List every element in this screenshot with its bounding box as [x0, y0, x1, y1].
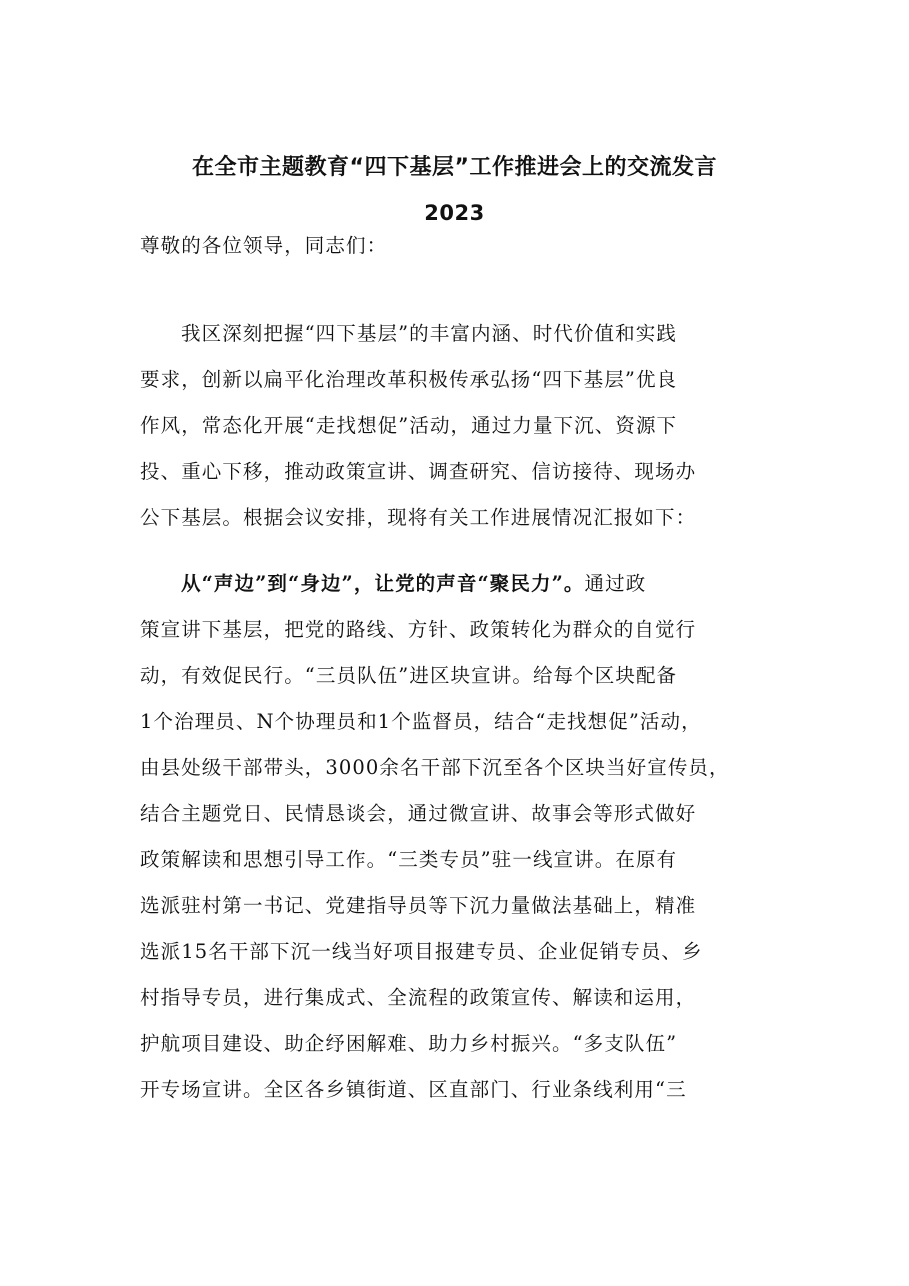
paragraph-text: 通过政	[584, 572, 647, 595]
paragraph-line: 动，有效促民行。“三员队伍”进区块宣讲。给每个区块配备	[140, 664, 678, 687]
paragraph-line: 要求，创新以扁平化治理改革积极传承弘扬“四下基层”优良	[140, 368, 678, 391]
paragraph-line: 我区深刻把握“四下基层”的丰富内涵、时代价值和实践	[181, 322, 677, 345]
paragraph-line: 由县处级干部带头，3000余名干部下沉至各个区块当好宣传员，	[140, 756, 730, 779]
paragraph-line: 策宣讲下基层，把党的路线、方针、政策转化为群众的自觉行	[140, 618, 697, 641]
document-title: 在全市主题教育“四下基层”工作推进会上的交流发言	[192, 155, 717, 180]
paragraph-line: 开专场宣讲。全区各乡镇街道、区直部门、行业条线利用“三	[140, 1078, 687, 1101]
paragraph-line: 投、重心下移，推动政策宣讲、调查研究、信访接待、现场办	[140, 460, 697, 483]
paragraph-line: 护航项目建设、助企纾困解难、助力乡村振兴。“多支队伍”	[140, 1032, 678, 1055]
paragraph-line	[181, 572, 821, 596]
paragraph-line: 选派15名干部下沉一线当好项目报建专员、企业促销专员、乡	[140, 940, 703, 963]
paragraph-line: 公下基层。根据会议安排，现将有关工作进展情况汇报如下：	[140, 506, 697, 529]
paragraph-line: 1个治理员、N个协理员和1个监督员，结合“走找想促”活动，	[140, 710, 702, 733]
paragraph-line: 政策解读和思想引导工作。“三类专员”驻一线宣讲。在原有	[140, 848, 678, 871]
paragraph-line: 作风，常态化开展“走找想促”活动，通过力量下沉、资源下	[140, 414, 678, 437]
section-heading: 从“声边”到“身边”，让党的声音“聚民力”。	[181, 572, 585, 595]
paragraph-line: 结合主题党日、民情恳谈会，通过微宣讲、故事会等形式做好	[140, 802, 697, 825]
paragraph-line: 村指导专员，进行集成式、全流程的政策宣传、解读和运用，	[140, 986, 697, 1009]
salutation: 尊敬的各位领导，同志们：	[140, 234, 388, 257]
document-year: 2023	[424, 201, 485, 225]
paragraph-line: 选派驻村第一书记、党建指导员等下沉力量做法基础上，精准	[140, 894, 697, 917]
